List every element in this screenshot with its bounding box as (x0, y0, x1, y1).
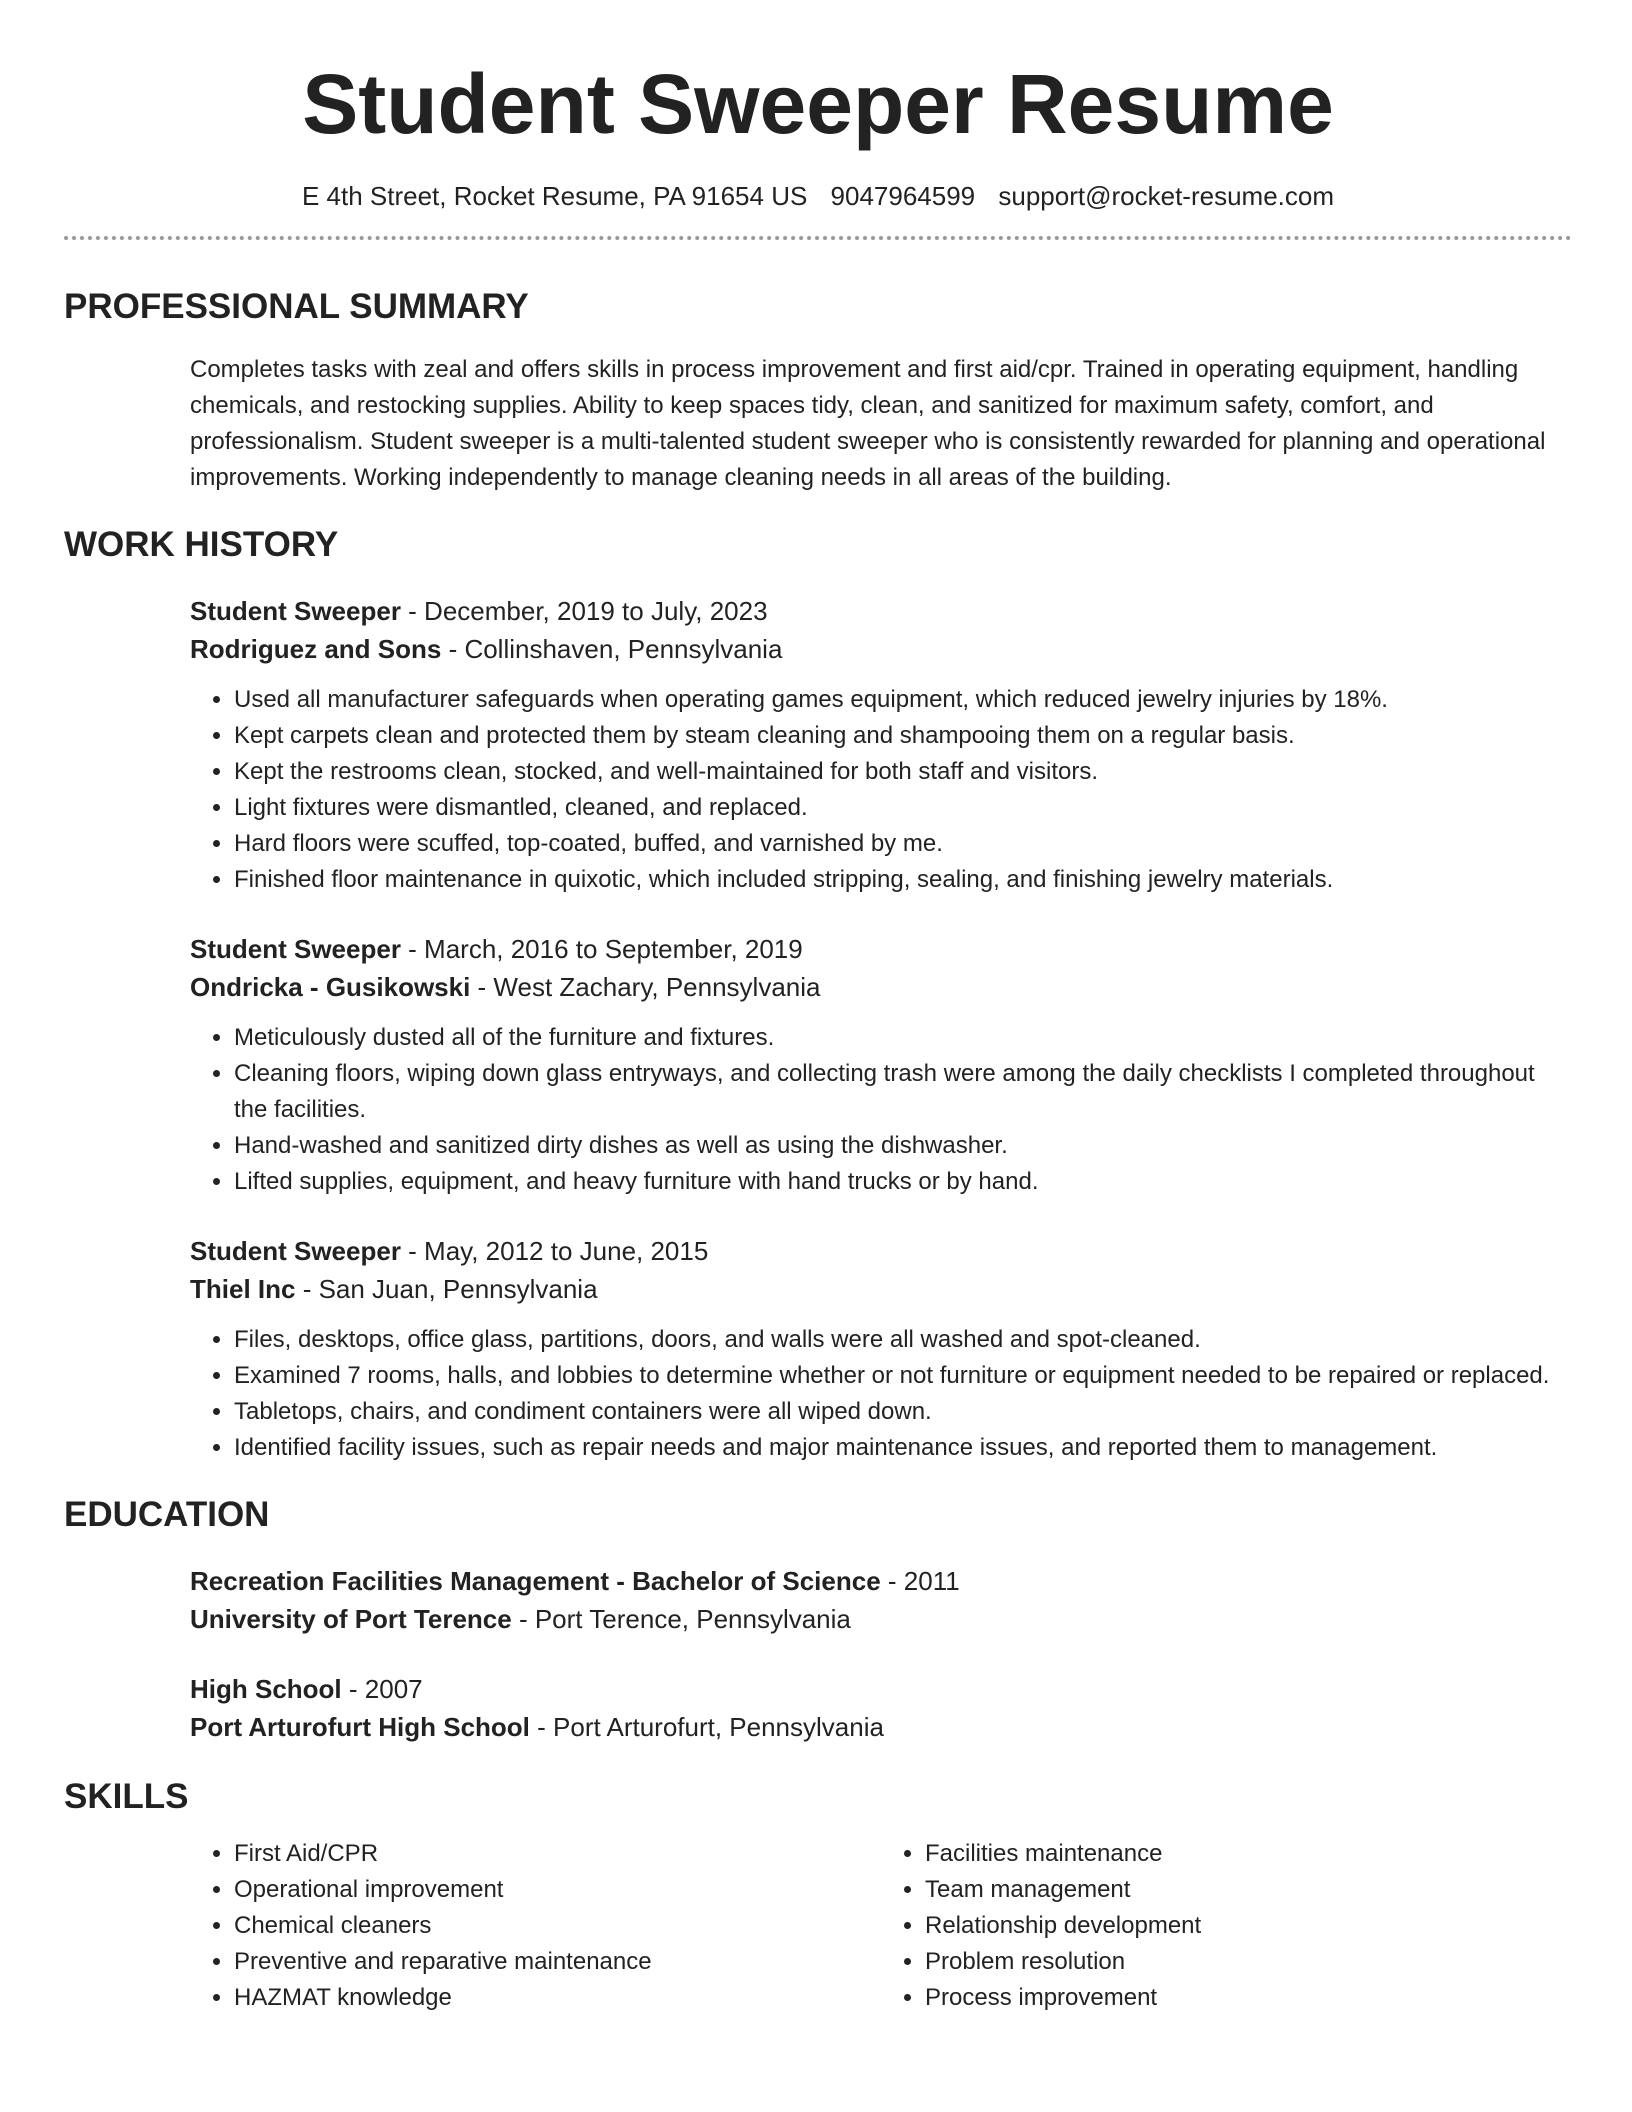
job-location: - Collinshaven, Pennsylvania (441, 634, 783, 664)
list-item: • Tabletops, chairs, and condiment containers were all wiped down. (234, 1394, 1572, 1430)
education-entry (190, 1562, 1572, 1638)
degree: Recreation Facilities Management - Bachelor of Science (190, 1566, 881, 1596)
list-item: • Chemical cleaners (234, 1908, 881, 1944)
skills-title: SKILLS (64, 1777, 189, 1816)
school: Port Arturofurt High School (190, 1712, 530, 1742)
job-entry (190, 1232, 1572, 1466)
education-entry (190, 1670, 1572, 1746)
job-entry (190, 592, 1572, 898)
job-company: Rodriguez and Sons (190, 634, 442, 664)
job-dates: - May, 2012 to June, 2015 (400, 1236, 709, 1266)
job-bullets (190, 682, 1572, 898)
job-role: Student Sweeper (190, 1236, 401, 1266)
skills-right-list (881, 1836, 1572, 2016)
job-title-line (190, 592, 1572, 630)
list-item: • Facilities maintenance (925, 1836, 1572, 1872)
job-bullets (190, 1020, 1572, 1200)
list-item: • Operational improvement (234, 1872, 881, 1908)
skills-columns (190, 1836, 1572, 2016)
job-location: - West Zachary, Pennsylvania (470, 972, 821, 1002)
job-title-line (190, 930, 1572, 968)
job-company-line (190, 1270, 1572, 1308)
list-item: • Relationship development (925, 1908, 1572, 1944)
list-item: • Team management (925, 1872, 1572, 1908)
email: support@rocket-resume.com (998, 181, 1335, 211)
degree: High School (190, 1674, 342, 1704)
degree-year: - 2007 (341, 1674, 423, 1704)
header-divider (64, 236, 1572, 240)
summary-text: Completes tasks with zeal and offers skills in process improvement and first aid/cpr. Trained in operating equipment, handling chemicals, and restocking supplies. Ability to keep spaces tidy, clean, and sanitized for maximum safety, comfort, and professionalism. Student sweeper is a multi-talented student sweeper who is consistently rewarded for planning and operational improvements. Working independently to manage cleaning needs in all areas of the building. (190, 356, 1546, 491)
school-location: - Port Terence, Pennsylvania (511, 1604, 851, 1634)
page-title: Student Sweeper Resume (302, 57, 1334, 151)
job-company-line (190, 630, 1572, 668)
list-item: • Cleaning floors, wiping down glass entryways, and collecting trash were among the daily checklists I completed throughout the facilities. (234, 1056, 1572, 1128)
education-title: EDUCATION (64, 1495, 270, 1534)
list-item: • Preventive and reparative maintenance (234, 1944, 881, 1980)
contact-line (64, 180, 1572, 212)
list-item: • Kept carpets clean and protected them by steam cleaning and shampooing them on a regular basis. (234, 718, 1572, 754)
job-company-line (190, 968, 1572, 1006)
list-item: • Used all manufacturer safeguards when operating games equipment, which reduced jewelry injuries by 18%. (234, 682, 1572, 718)
list-item: • Kept the restrooms clean, stocked, and well-maintained for both staff and visitors. (234, 754, 1572, 790)
job-dates: - March, 2016 to September, 2019 (400, 934, 803, 964)
job-location: - San Juan, Pennsylvania (295, 1274, 598, 1304)
list-item: • Light fixtures were dismantled, cleaned, and replaced. (234, 790, 1572, 826)
job-entry (190, 930, 1572, 1200)
job-bullets (190, 1322, 1572, 1466)
list-item: • Process improvement (925, 1980, 1572, 2016)
phone: 9047964599 (830, 181, 976, 211)
address: E 4th Street, Rocket Resume, PA 91654 US (301, 181, 808, 211)
list-item: • Finished floor maintenance in quixotic, which included stripping, sealing, and finishing jewelry materials. (234, 862, 1572, 898)
resume-page (64, 0, 1572, 2016)
list-item: • Hard floors were scuffed, top-coated, buffed, and varnished by me. (234, 826, 1572, 862)
degree-line (190, 1562, 1572, 1600)
skills-left-list (190, 1836, 881, 2016)
degree-year: - 2011 (880, 1566, 960, 1596)
list-item: • Meticulously dusted all of the furniture and fixtures. (234, 1020, 1572, 1056)
job-dates: - December, 2019 to July, 2023 (400, 596, 768, 626)
school-line (190, 1600, 1572, 1638)
summary-title: PROFESSIONAL SUMMARY (64, 287, 529, 326)
degree-line (190, 1670, 1572, 1708)
job-company: Ondricka - Gusikowski (190, 972, 471, 1002)
list-item: • Hand-washed and sanitized dirty dishes as well as using the dishwasher. (234, 1128, 1572, 1164)
job-company: Thiel Inc (190, 1274, 296, 1304)
work-history-title: WORK HISTORY (64, 525, 339, 564)
list-item: • Examined 7 rooms, halls, and lobbies to determine whether or not furniture or equipment needed to be repaired or replaced. (234, 1358, 1572, 1394)
list-item: • Identified facility issues, such as repair needs and major maintenance issues, and reported them to management. (234, 1430, 1572, 1466)
list-item: • HAZMAT knowledge (234, 1980, 881, 2016)
list-item: • Files, desktops, office glass, partitions, doors, and walls were all washed and spot-cleaned. (234, 1322, 1572, 1358)
list-item: • First Aid/CPR (234, 1836, 881, 1872)
job-role: Student Sweeper (190, 596, 401, 626)
job-role: Student Sweeper (190, 934, 401, 964)
school-location: - Port Arturofurt, Pennsylvania (529, 1712, 884, 1742)
list-item: • Problem resolution (925, 1944, 1572, 1980)
school: University of Port Terence (190, 1604, 512, 1634)
list-item: • Lifted supplies, equipment, and heavy furniture with hand trucks or by hand. (234, 1164, 1572, 1200)
job-title-line (190, 1232, 1572, 1270)
school-line (190, 1708, 1572, 1746)
